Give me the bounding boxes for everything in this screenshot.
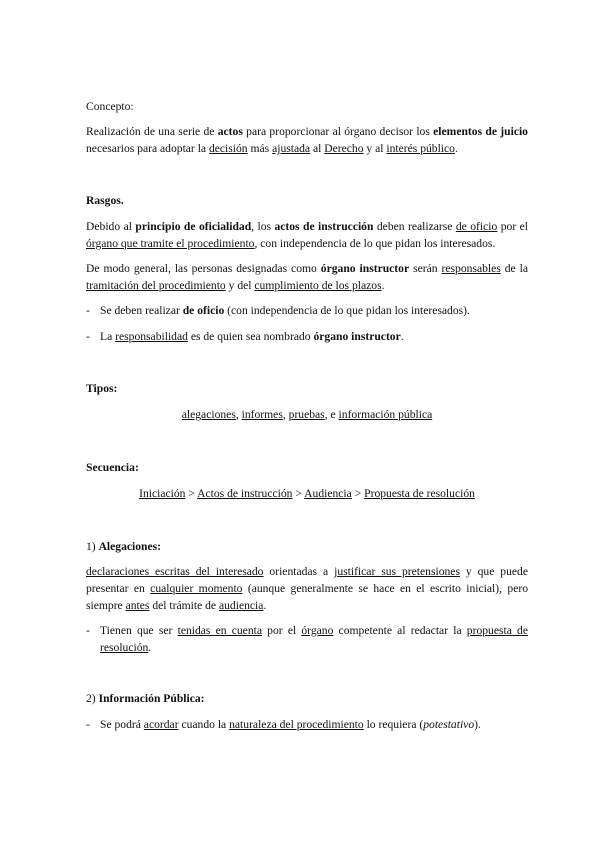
bold-term: órgano instructor — [320, 262, 410, 275]
rasgos-paragraph-1 — [86, 218, 528, 252]
rasgos-bullet-1 — [86, 302, 528, 319]
text-run: . — [454, 142, 458, 155]
text-run: Realización de una serie de — [86, 125, 218, 138]
text-run: , los — [251, 220, 275, 233]
underlined-term: declaraciones escritas del interesado — [86, 565, 264, 578]
text-run: por el — [262, 624, 302, 637]
underlined-term: responsabilidad — [115, 330, 188, 343]
tipo-item: alegaciones — [181, 408, 236, 421]
informacion-bullet-1 — [86, 716, 528, 733]
informacion-heading — [86, 690, 528, 707]
underlined-term: naturaleza del procedimiento — [229, 718, 364, 731]
bullet-dash: - — [86, 624, 90, 637]
bullet-dash: - — [86, 330, 90, 343]
text-run: serán — [409, 262, 442, 275]
underlined-term: ajustada — [272, 142, 311, 155]
text-run: Se podrá — [100, 718, 144, 731]
underlined-term: interés público — [386, 142, 455, 155]
alegaciones-paragraph — [86, 563, 528, 614]
underlined-term: de oficio — [455, 220, 498, 233]
bold-term: de oficio — [182, 304, 225, 317]
text-run: de la — [500, 262, 529, 275]
bullet-dash: - — [86, 718, 90, 731]
alegaciones-bullet-1 — [86, 622, 528, 656]
text-run: competente al redactar la — [333, 624, 467, 637]
text-run: cuando la — [178, 718, 230, 731]
text-run: más — [247, 142, 273, 155]
bold-term-elementos-de-juicio: elementos de juicio — [433, 125, 528, 138]
underlined-term: audiencia — [218, 599, 264, 612]
alegaciones-heading-text: Alegaciones: — [98, 540, 162, 553]
text-run: deben realizarse — [373, 220, 456, 233]
sequence-step: Propuesta de resolución — [364, 487, 475, 500]
separator: , — [282, 408, 289, 421]
rasgos-heading-text: Rasgos. — [86, 194, 124, 207]
text-run: Se deben realizar — [100, 304, 183, 317]
underlined-term: antes — [125, 599, 150, 612]
text-run: es de quien sea nombrado — [187, 330, 314, 343]
text-run: necesarios para adoptar la — [86, 142, 209, 155]
text-run: (con independencia de lo que pidan los interesados). — [224, 304, 470, 317]
alegaciones-heading — [86, 538, 528, 555]
separator: , e — [324, 408, 339, 421]
underlined-term: órgano — [301, 624, 334, 637]
bold-term: actos de instrucción — [274, 220, 374, 233]
underlined-term: tramitación del procedimiento — [86, 279, 226, 292]
bold-term: principio de oficialidad — [135, 220, 252, 233]
section-number: 2) — [86, 692, 99, 705]
underlined-term: propuesta de resolución — [100, 624, 528, 654]
underlined-term: cualquier momento — [150, 582, 243, 595]
text-run: , con independencia de lo que pidan los interesados. — [254, 237, 496, 250]
rasgos-heading — [86, 192, 528, 209]
text-run: (aunque generalmente se hace en el escrito inicial), pero siempre — [86, 582, 528, 612]
bullet-text — [100, 302, 528, 319]
text-run: ). — [474, 718, 481, 731]
tipos-heading — [86, 380, 528, 397]
sequence-arrow: > — [185, 487, 198, 500]
tipo-item: informes — [241, 408, 283, 421]
bold-term: órgano instructor — [313, 330, 401, 343]
sequence-arrow: > — [351, 487, 365, 500]
text-run: . — [381, 279, 385, 292]
text-run: . — [263, 599, 267, 612]
tipos-heading-text: Tipos: — [86, 382, 118, 395]
tipo-item: pruebas — [288, 408, 325, 421]
underlined-term: cumplimiento de los plazos — [254, 279, 382, 292]
text-run: del trámite de — [149, 599, 219, 612]
sequence-step: Actos de instrucción — [197, 487, 293, 500]
text-run: y del — [225, 279, 255, 292]
text-run: lo requiera ( — [363, 718, 424, 731]
rasgos-bullet-2 — [86, 328, 528, 345]
bold-term-actos: actos — [217, 125, 243, 138]
underlined-term: justificar sus pretensiones — [334, 565, 460, 578]
text-run: para proporcionar al órgano decisor los — [242, 125, 434, 138]
text-run: . — [148, 641, 152, 654]
secuencia-heading — [86, 459, 528, 476]
text-run: De modo general, las personas designadas como — [86, 262, 321, 275]
underlined-term: tenidas en cuenta — [177, 624, 262, 637]
secuencia-flow — [86, 485, 528, 502]
text-run: Debido al — [86, 220, 136, 233]
text-run: por el — [497, 220, 528, 233]
sequence-step: Iniciación — [139, 487, 186, 500]
underlined-term: órgano que tramite el procedimiento — [86, 237, 255, 250]
text-run: Tienen que ser — [100, 624, 178, 637]
text-run: . — [400, 330, 404, 343]
underlined-term: responsables — [441, 262, 501, 275]
secuencia-heading-text: Secuencia: — [86, 461, 139, 474]
italic-term: potestativo — [423, 718, 475, 731]
sequence-arrow: > — [292, 487, 305, 500]
concepto-heading: Concepto: — [86, 100, 134, 113]
text-run: y que puede presentar en — [86, 565, 528, 595]
bullet-text — [100, 716, 528, 733]
text-run: orientadas a — [263, 565, 335, 578]
underlined-term: Derecho — [324, 142, 364, 155]
text-run: La — [100, 330, 116, 343]
rasgos-paragraph-2 — [86, 260, 528, 294]
tipos-list — [86, 406, 528, 423]
section-number: 1) — [86, 540, 99, 553]
separator: , — [235, 408, 242, 421]
concepto-paragraph — [86, 123, 528, 157]
informacion-heading-text: Información Pública: — [98, 692, 205, 705]
underlined-term: acordar — [143, 718, 179, 731]
sequence-step: Audiencia — [304, 487, 352, 500]
tipo-item: información pública — [338, 408, 433, 421]
bullet-dash: - — [86, 304, 90, 317]
bullet-text — [100, 328, 528, 345]
underlined-term: decisión — [208, 142, 248, 155]
text-run: al — [310, 142, 325, 155]
bullet-text — [100, 622, 528, 656]
text-run: y al — [363, 142, 387, 155]
